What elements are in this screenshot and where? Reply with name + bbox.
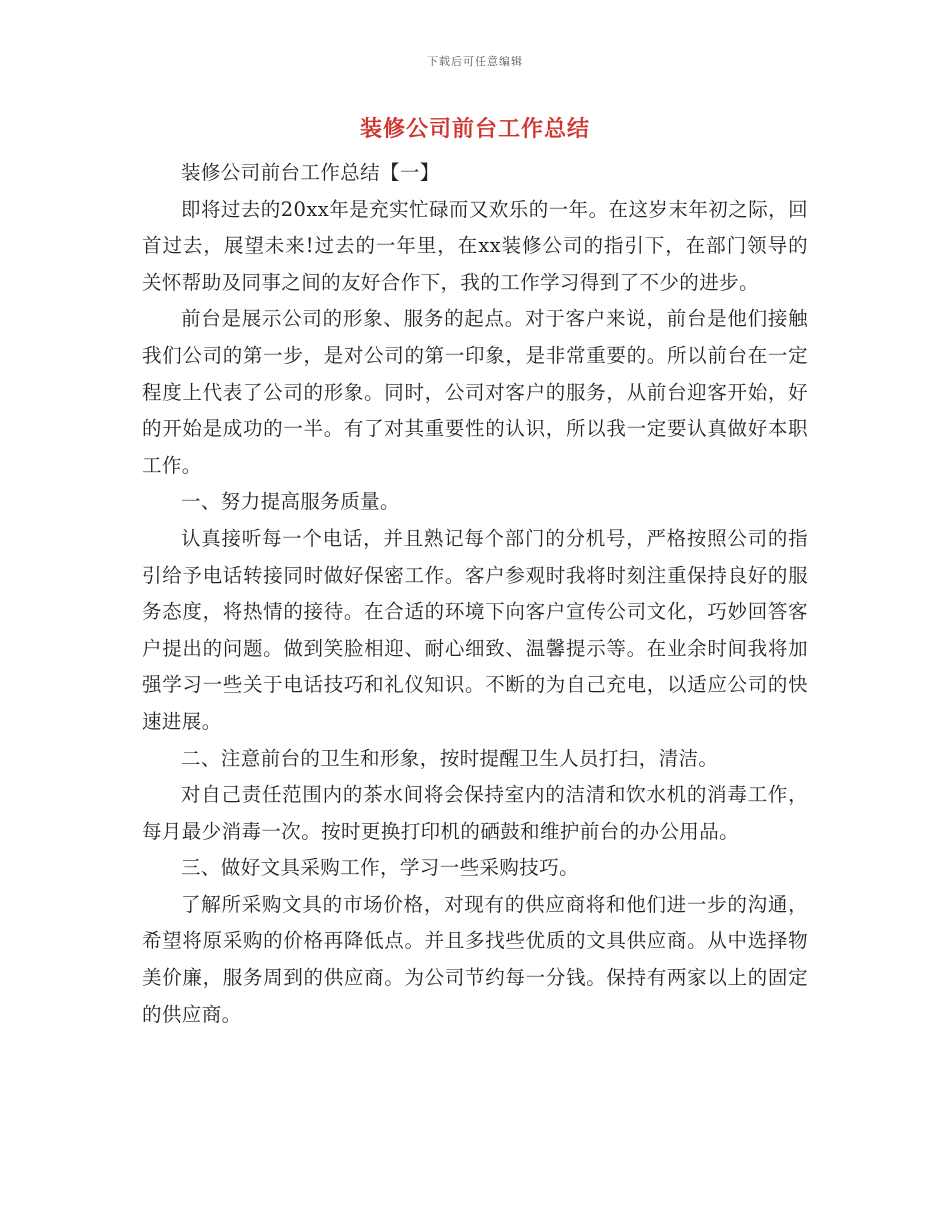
body-paragraph: 前台是展示公司的形象、服务的起点。对于客户来说，前台是他们接触我们公司的第一步，是对公司的第一印象，是非常重要的。所以前台在一定程度上代表了公司的形象。同时，公司对客户的服务，从前台迎客开始，好的开始是成功的一半。有了对其重要性的认识，所以我一定要认真做好本职工作。 [142,307,808,477]
document-body [142,155,808,1033]
numbered-heading: 二、注意前台的卫生和形象，按时提醒卫生人员打扫，清洁。 [181,746,719,770]
body-paragraph: 对自己责任范围内的茶水间将会保持室内的洁清和饮水机的消毒工作，每月最少消毒一次。按时更换打印机的硒鼓和维护前台的办公用品。 [142,783,808,843]
document-title: 装修公司前台工作总结 [359,116,590,142]
section-heading: 装修公司前台工作总结【一】 [181,161,440,184]
body-paragraph: 即将过去的20xx年是充实忙碌而又欢乐的一年。在这岁末年初之际，回首过去，展望未来!过去的一年里，在xx装修公司的指引下，在部门领导的关怀帮助及同事之间的友好合作下，我的工作学习得到了不少的进步。 [142,197,808,294]
body-paragraph: 认真接听每一个电话，并且熟记每个部门的分机号，严格按照公司的指引给予电话转接同时做好保密工作。客户参观时我将时刻注重保持良好的服务态度，将热情的接待。在合适的环境下向客户宣传公司文化，巧妙回答客户提出的问题。做到笑脸相迎、耐心细致、温馨提示等。在业余时间我将加强学习一些关于电话技巧和礼仪知识。不断的为自己充电，以适应公司的快速进展。 [142,526,808,733]
body-paragraph: 了解所采购文具的市场价格，对现有的供应商将和他们进一步的沟通，希望将原采购的价格再降低点。并且多找些优质的文具供应商。从中选择物美价廉，服务周到的供应商。为公司节约每一分钱。保持有两家以上的固定的供应商。 [142,892,808,1026]
numbered-heading: 一、努力提高服务质量。 [181,490,400,514]
numbered-heading: 三、做好文具采购工作，学习一些采购技巧。 [181,856,580,880]
page-header-note: 下载后可任意编辑 [427,55,523,68]
